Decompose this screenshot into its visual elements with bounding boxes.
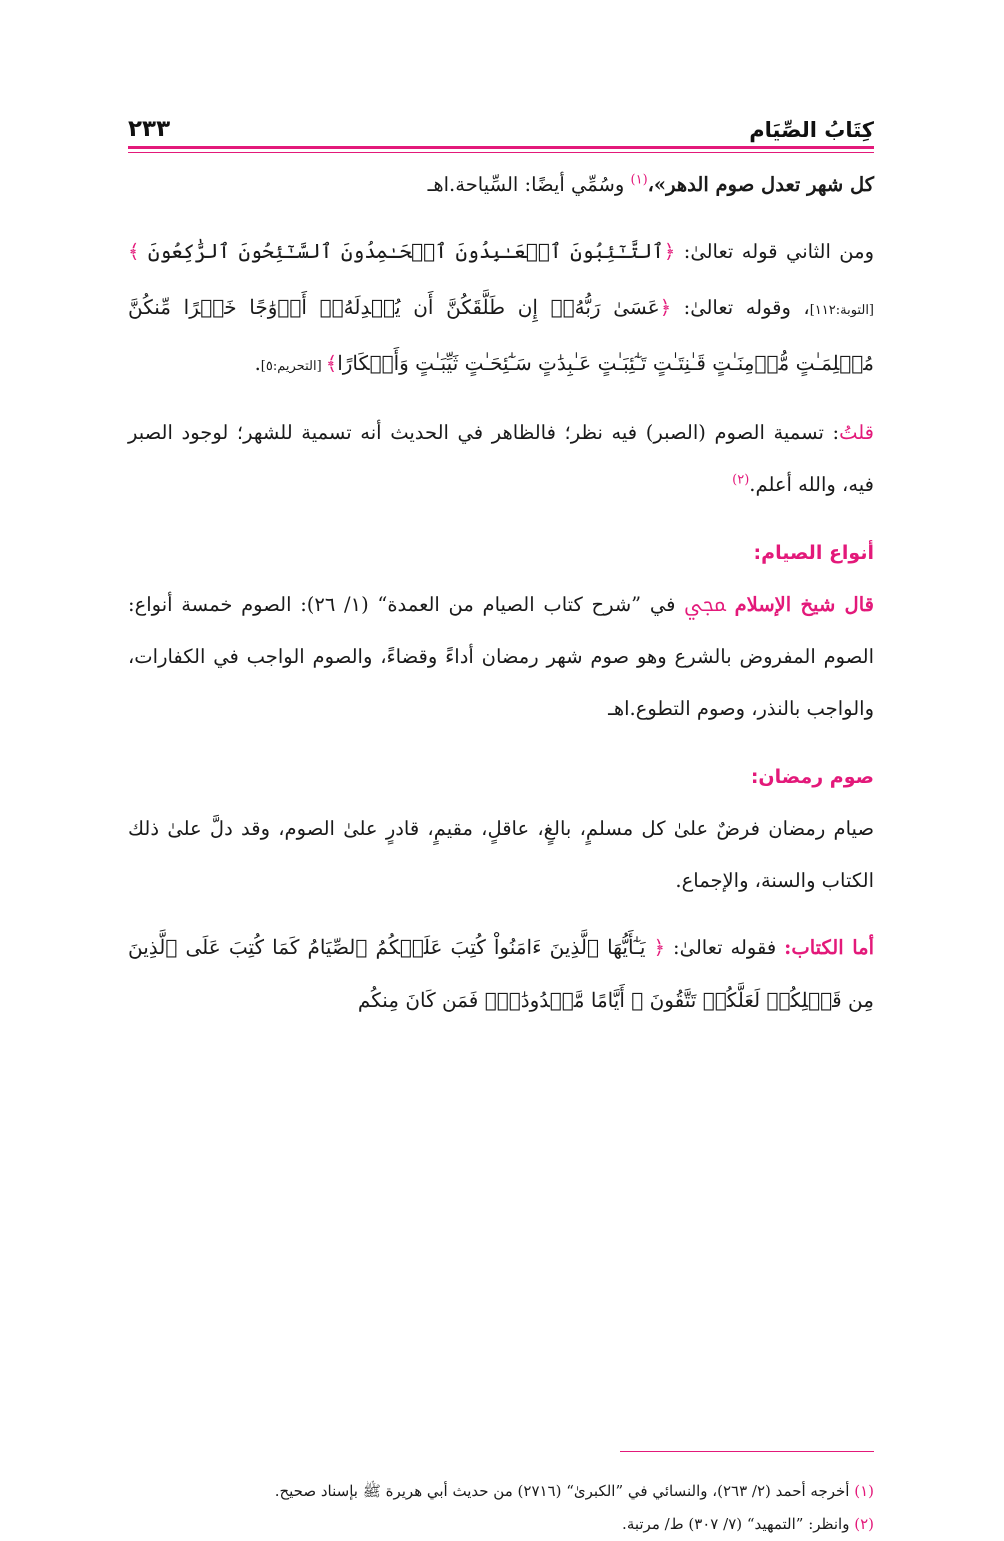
paragraph-2-mid: ، وقوله تعالىٰ:: [671, 296, 810, 319]
hadith-quote-end: كل شهر تعدل صوم الدهر»،: [647, 173, 874, 196]
paragraph-2-end: .: [254, 352, 261, 375]
paragraph-1: [128, 159, 874, 211]
verse-reference-tawbah: [التوبة:١١٢]: [809, 303, 875, 318]
paragraph-6: [128, 921, 874, 1027]
paragraph-3-text: : تسمية الصوم (الصبر) فيه نظر؛ فالظاهر في الحديث أنه تسمية للشهر؛ لوجود الصبر فيه، والله أعلم.: [128, 421, 874, 496]
quran-bracket-close: ﴾: [128, 240, 140, 263]
paragraph-3: [128, 407, 874, 511]
footnote-2: [128, 1508, 874, 1541]
author-note-label: قلتُ: [839, 421, 874, 444]
section-heading-ramadan: صوم رمضان:: [750, 766, 874, 788]
header-rule-thick: [128, 146, 874, 149]
footnote-1: [128, 1475, 874, 1508]
paragraph-1-rest: وسُمِّي أيضًا: السِّياحة.اهـ: [427, 173, 631, 196]
paragraph-4-text: في ”شرح كتاب الصيام من العمدة“ (١/ ٢٦): الصوم خمسة أنواع: الصوم المفروض بالشرع وهو صوم شهر رمضان أداءً وقضاءً، والصوم الواجب في الكفارات، والواجب بالنذر، وصوم التطوع.اهـ: [128, 593, 874, 720]
footnote-ref-2[interactable]: (٢): [732, 472, 750, 488]
footnote-number: (٢): [854, 1515, 874, 1533]
paragraph-2-intro: ومن الثاني قوله تعالىٰ:: [675, 240, 875, 263]
paragraph-6-intro: فقوله تعالىٰ:: [665, 936, 785, 959]
header-rule-thin: [128, 152, 874, 153]
scholar-name: قال شيخ الإسلام: [734, 593, 874, 616]
page-number: ٢٣٣: [128, 116, 171, 142]
page: [128, 100, 874, 1027]
verse-reference-tahrim: [التحريم:٥]: [260, 359, 326, 374]
page-header: [128, 100, 874, 142]
footnote-number: (١): [854, 1482, 874, 1500]
section-heading-types: أنواع الصيام:: [753, 542, 874, 564]
running-title: كِتَابُ الصِّيَام: [749, 118, 874, 142]
paragraph-5: [128, 803, 874, 907]
honorific-glyph: ﷀ: [684, 593, 735, 616]
quran-bracket-close-2: ﴾: [325, 352, 338, 375]
quran-verse-baqarah: يَـٰٓأَيُّهَا ٱلَّذِينَ ءَامَنُواْ كُتِبَ عَلَيۡكُمُ ٱلصِّيَامُ كَمَا كُتِبَ عَلَى ٱلَّذِينَ مِن قَبۡلِكُمۡ لَعَلَّكُمۡ تَتَّقُونَ ۞ أَيَّامًا مَّعۡدُودَٰتٍۚ فَمَن كَانَ مِنكُم: [128, 935, 874, 1012]
paragraph-2: [128, 225, 874, 393]
footnote-text: وانظر: ”التمهيد“ (٧/ ٣٠٧) ط/ مرتبة.: [622, 1515, 855, 1533]
paragraph-4: [128, 579, 874, 735]
footnote-ref-1[interactable]: (١): [630, 172, 648, 188]
footnote-separator: [620, 1451, 874, 1452]
evidence-label-book: أما الكتاب:: [784, 936, 875, 959]
quran-bracket-open-3: ﴿: [653, 936, 666, 959]
footnotes: [128, 1475, 874, 1541]
quran-bracket-open-2: ﴿: [659, 296, 672, 319]
paragraph-5-text: صيام رمضان فرضٌ علىٰ كل مسلمٍ، بالغٍ، عاقلٍ، مقيمٍ، قادرٍ علىٰ الصوم، وقد دلَّ علىٰ ذلك الكتاب والسنة، والإجماع.: [128, 817, 874, 892]
body-text: [128, 159, 874, 1027]
quran-verse-tawbah: ٱلتَّـٰٓئِبُونَ ٱلۡعَـٰبِدُونَ ٱلۡحَـٰمِدُونَ ٱلسَّـٰٓئِحُونَ ٱلرَّٰكِعُونَ: [147, 239, 664, 263]
quran-bracket-open: ﴿: [663, 240, 676, 263]
quran-verse-tahrim: عَسَىٰ رَبُّهُۥٓ إِن طَلَّقَكُنَّ أَن يُبۡدِلَهُۥٓ أَزۡوَٰجًا خَيۡرًا مِّنكُنَّ مُسۡلِمَـٰتٍ مُّؤۡمِنَـٰتٍ قَـٰنِتَـٰتٍ تَـٰٓئِبَـٰتٍ عَـٰبِدَٰتٍ سَـٰٓئِحَـٰتٍ ثَيِّبَـٰتٍ وَأَبۡكَارًا: [128, 295, 874, 375]
footnote-text: أخرجه أحمد (٢/ ٢٦٣)، والنسائي في ”الكبرىٰ“ (٢٧١٦) من حديث أبي هريرة ﷺ بإسناد صحيح.: [274, 1482, 855, 1500]
